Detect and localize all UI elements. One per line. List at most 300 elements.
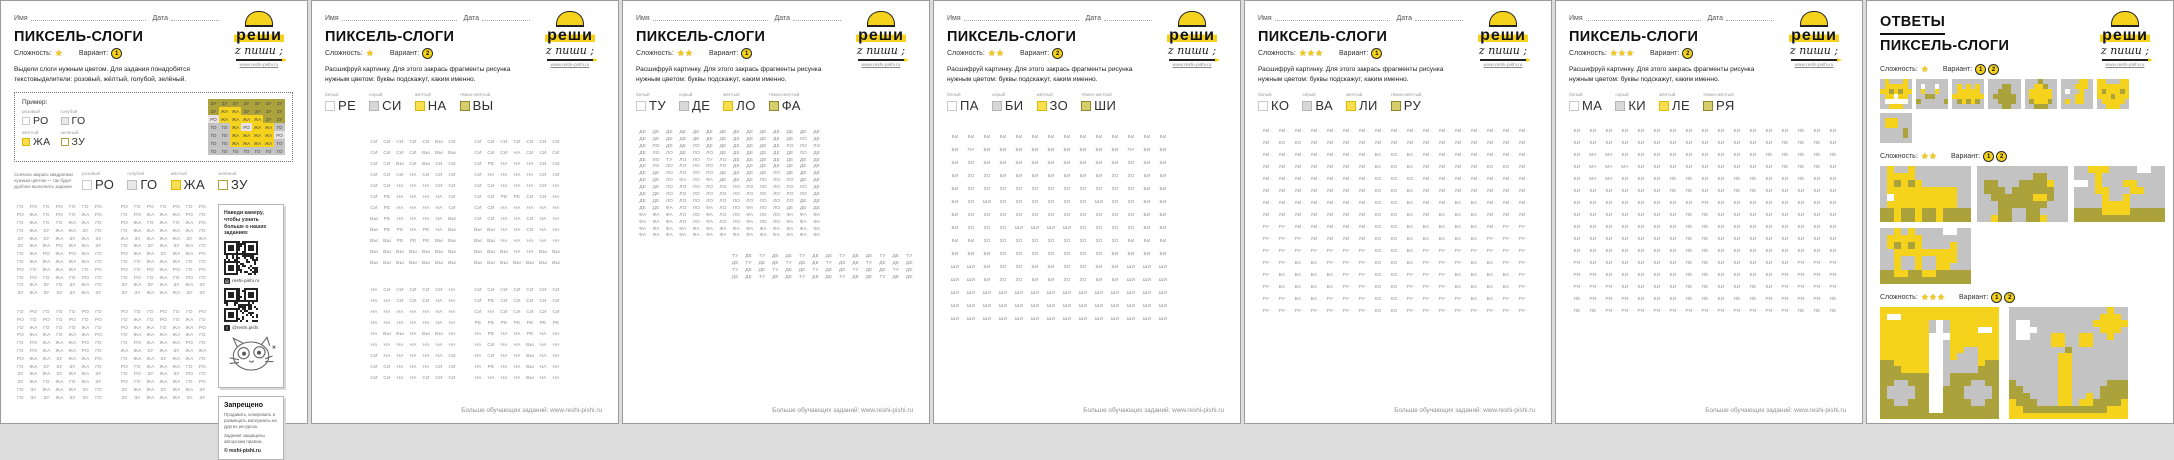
star-icon: ★ (1920, 64, 1929, 74)
legend-item (1037, 92, 1069, 113)
legend-color-checkbox[interactable] (1258, 101, 1268, 111)
legend-color-checkbox[interactable] (1346, 101, 1356, 111)
legend-item (1258, 92, 1289, 113)
logo-url[interactable]: www.reshi-pishi.ru (1794, 63, 1834, 68)
name-field-line[interactable] (31, 13, 147, 21)
name-field-line[interactable] (964, 13, 1080, 21)
variant-label: Вариант: (1942, 66, 1973, 73)
legend-color-name: жёлтый (723, 92, 740, 98)
pencil-icon (547, 59, 593, 61)
legend-color-name: серый (1615, 92, 1629, 98)
legend-item (1302, 92, 1333, 113)
color-legend (1569, 92, 1849, 113)
logo-dome-icon (1489, 11, 1517, 27)
legend-item (1346, 92, 1378, 113)
logo-dome-icon (1178, 11, 1206, 27)
color-legend (1258, 92, 1538, 113)
instruction-text: Расшифруй картинку. Для этого закрась фрагменты рисунка нужным цветом: буквы подскажут, каким именно. (325, 66, 511, 83)
legend-color-checkbox[interactable] (369, 101, 379, 111)
legend-color-checkbox[interactable] (947, 101, 957, 111)
variant-number-badge: 1 (1975, 64, 1986, 75)
legend-syllable: КО (1271, 98, 1290, 114)
legend-syllable: ВА (1315, 98, 1334, 114)
logo-subtitle: z пиши ; (1167, 44, 1217, 57)
syllable-grid[interactable]: НА СИ СИ СИ СИ СИ НА НА НА СИ СИ СИ НА НА НА НА НА НА НА НА НА НА НА НА НА НА НА НА НА ВЫ ВЫ НА ВЫ ВЫ НА НА НА НА НА НА НА НА СИ НА НА НА НА НА СИ СИ СИ НА НА НА СИ СИ СИ СИ НА НА СИ СИ СИ (370, 288, 456, 382)
star-icon: ★ (365, 48, 374, 58)
syllable-grid[interactable]: РО ГО ГО РО ГО ГО РО ГО ЖА ГО РО ГО ЖА ГО РО ЖА ЖА ГО ЖА ЖА РО ГО ЖА ЖА ЖА ЖА ЖА ГО ГО РО ЖА ЖА ЖА РО ГО ЖА ЖА ЗУ ЖА ЗУ ЖА ЖА ГО ЖА ЖА ЗУ ЖА ЖА ГО РО ГО ЖА ЖА ЖА ГО РО ГО РО ЗУ ЖА ЗУ РО ГО РО ГО ЖА ЖА ЖА ГО РО ЗУ ЖА ЖА ЗУ ЖА ЖА ЗУ ЗУ ЗУ ЖА ЖА ЖА ЗУ ЗУ (120, 310, 207, 401)
variant-badge (1682, 48, 1693, 59)
worksheet-body (14, 204, 294, 460)
instruction-text: Расшифруй картинку. Для этого закрась фрагменты рисунка нужным цветом: буквы подскажут, каким именно. (1258, 66, 1444, 83)
legend-color-name: серый (679, 92, 693, 98)
legend-color-checkbox[interactable] (171, 180, 181, 190)
legend-color-name: голубой (127, 171, 145, 177)
variant-number-badge: 1 (1983, 151, 1994, 162)
instruction-text: Расшифруй картинку. Для этого закрась фрагменты рисунка нужным цветом: буквы подскажут, каким именно. (636, 66, 822, 83)
logo-subtitle: z пиши ; (545, 44, 595, 57)
legend-color-checkbox[interactable] (1659, 101, 1669, 111)
legend-color-checkbox[interactable] (1703, 101, 1713, 111)
legend-color-name: белый (636, 92, 650, 98)
legend-item (61, 130, 86, 148)
legend-color-checkbox[interactable] (723, 101, 733, 111)
legend-syllable: ЖА (33, 136, 51, 149)
date-field-line[interactable] (1726, 13, 1774, 21)
worksheet-page-2 (311, 0, 619, 424)
legend-syllable: ШИ (1094, 98, 1117, 114)
social-handle[interactable]: @reshi.pishi (232, 325, 259, 331)
footer-link[interactable]: Больше обучающих заданий: www.reshi-pishi.ru (1083, 407, 1224, 414)
color-legend (636, 92, 916, 113)
difficulty-label: Сложность: (1880, 153, 1918, 160)
legend-syllable: РЕ (338, 98, 357, 114)
instruction-text: Расшифруй картинку. Для этого закрась фрагменты рисунка нужным цветом: буквы подскажут, каким именно. (947, 66, 1133, 83)
pencil-icon (236, 59, 282, 61)
forbidden-footer: © reshi-pishi.ru (224, 447, 261, 454)
globe-icon: @ (224, 278, 230, 284)
answer-image (2061, 79, 2093, 109)
social-handle-row (224, 278, 278, 284)
difficulty-stars (1299, 49, 1323, 58)
legend-item (415, 92, 447, 113)
name-label: Имя (1258, 15, 1272, 22)
answer-image (1880, 113, 1912, 143)
cat-doodle (224, 335, 280, 377)
variant-badge (741, 48, 752, 59)
difficulty-stars (366, 49, 374, 58)
legend-item (127, 171, 157, 192)
date-label: Дата (774, 15, 790, 22)
variant-number-badge: 1 (1991, 292, 2002, 303)
legend-row (14, 169, 294, 198)
logo-subtitle: z пиши ; (234, 44, 284, 57)
legend-syllable: ЛЕ (1672, 98, 1691, 114)
star-icon: ★ (684, 48, 693, 58)
legend-item (325, 92, 356, 113)
name-field-line[interactable] (1586, 13, 1702, 21)
legend-item (22, 130, 51, 148)
logo-url[interactable]: www.reshi-pishi.ru (239, 63, 279, 68)
syllable-grid[interactable]: БИ БИ БИ БИ БИ БИ БИ БИ БИ БИ БИ БИ БИ БИ БИ ПА БИ БИ БИ БИ БИ БИ БИ БИ БИ ПА БИ БИ БИ ЗО БИ БИ БИ БИ БИ БИ БИ БИ БИ ЗО БИ БИ БИ ЗО ЗО БИ БИ БИ БИ БИ БИ БИ ЗО ЗО БИ БИ БИ ЗО ЗО ЗО ЗО ЗО ЗО ЗО ЗО ЗО ЗО ЗО БИ БИ БИ ЗО ШИ ЗО ЗО ЗО ЗО ЗО ЗО ШИ ЗО ЗО БИ БИ БИ ЗО ЗО ЗО ЗО ЗО ЗО ЗО ЗО ЗО ЗО ЗО БИ БИ БИ ЗО ЗО ЗО ШИ ШИ ШИ ШИ ЗО ЗО ЗО ЗО БИ БИ БИ БИ ЗО ЗО ЗО ЗО ЗО ЗО ЗО ЗО ЗО БИ БИ БИ БИ БИ БИ ЗО ЗО ЗО ЗО ЗО ЗО ЗО БИ БИ БИ БИ ШИ ШИ БИ ЗО ЗО БИ БИ ЗО ЗО БИ БИ ШИ ШИ ШИ ШИ ШИ БИ ЗО ЗО БИ БИ ЗО ЗО БИ БИ ШИ ШИ ШИ ШИ ШИ ШИ ШИ ШИ ШИ ШИ ШИ ШИ ШИ ШИ ШИ ШИ ШИ ШИ ШИ ШИ ШИ ШИ ШИ ШИ ШИ ШИ ШИ ШИ ШИ ШИ ШИ ШИ ШИ ШИ ШИ ШИ ШИ ШИ ШИ ШИ ШИ ШИ ШИ ШИ ШИ (950, 135, 1168, 323)
variant-badge (1052, 48, 1063, 59)
syllable-grid[interactable]: ДЕ ДЕ ДЕ ДЕ ДЕ ДЕ ДЕ ДЕ ДЕ ДЕ ДЕ ДЕ ДЕ ДЕ ДЕ ДЕ ДЕ ДЕ ДЕ ДЕ ДЕ ДЕ ДЕ ДЕ ДЕ ДЕ ЛО ДЕ ДЕ ЛО ДЕ ДЕ ЛО ДЕ ДЕ ДЕ ДЕ ДЕ ДЕ ЛО ЛО ЛО ДЕ ЛО ЛО ДЕ ЛО ЛО ДЕ ДЕ ДЕ ДЕ ДЕ ДЕ ЛО ДЕ ДЕ ЛО ТУ ЛО ЛО ТУ ЛО ДЕ ДЕ ДЕ ДЕ ДЕ ДЕ ДЕ ДЕ ЛО ЛО ЛО ЛО ЛО ЛО ДЕ ДЕ ДЕ ДЕ ДЕ ДЕ ДЕ ДЕ ДЕ ЛО ЛО ЛО ЛО ДЕ ДЕ ДЕ ДЕ ЛО ДЕ ДЕ ДЕ ДЕ ДЕ ЛО ФА ЛО ФА ДЕ ДЕ ДЕ ЛО ЛО ЛО ДЕ ДЕ ДЕ ДЕ ЛО ЛО ЛО ЛО ЛО ЛО ЛО ЛО ЛО ЛО ЛО ДЕ ДЕ ДЕ ЛО ЛО ЛО ЛО ЛО ЛО ЛО ЛО ЛО ЛО ЛО ДЕ ДЕ ДЕ ЛО ЛО ЛО ЛО ЛО ЛО ЛО ЛО ЛО ЛО ДЕ ДЕ ДЕ ДЕ ФА ЛО ЛО ФА ЛО ЛО ФА ЛО ЛО ДЕ ДЕ ДЕ ФА ФА ФА ЛО ЛО ФА ЛО ЛО ФА ЛО ЛО ФА ФА ФА ФА ФА ФА ЛО ЛО ФА ЛО ЛО ФА ЛО ЛО ФА ФА ФА ФА ФА ФА ФА ФА ФА ФА ФА ФА ФА ФА ФА ФА ФА ФА ФА ФА ФА ФА ФА ФА ФА ФА ФА ФА ФА ФА ФА (639, 130, 821, 239)
logo-url[interactable]: www.reshi-pishi.ru (550, 63, 590, 68)
legend-item (171, 171, 205, 192)
social-handle-row (224, 325, 278, 331)
legend-color-name: зелёный (60, 130, 79, 136)
qr-box (218, 204, 284, 388)
star-icon: ★ (1928, 292, 1937, 302)
legend-syllable: ЗУ (231, 177, 248, 193)
facebook-icon: f (224, 325, 230, 331)
difficulty-label: Сложность: (1880, 66, 1918, 73)
legend-item (723, 92, 755, 113)
legend-color-checkbox[interactable] (1569, 101, 1579, 111)
logo-url[interactable]: www.reshi-pishi.ru (2105, 63, 2145, 68)
star-icon: ★ (987, 48, 996, 58)
legend-item (679, 92, 710, 113)
syllable-grid[interactable]: РО ГО РО ГО РО ГО РО ГО РО ЖА ЖА ЖА РО ГО РО ЖА ГО ЖА ГО ЖА РО ГО ЖА ЖА ЖА ЖА ЖА ГО ЖА ЗУ ЖА ЖА ЖА ЗУ ЖА ГО ЖА ЗУ ЖА ЗУ ЖА ГО РО ЖА ЖА ЗУ ЖА ЖА РО ГО ГО ЖА ЖА ЖА ГО ГО РО ГО РО ЖА РО ГО РО ГО РО ГО ЖА ГО РО ГО ЗУ ЖА ЗУ ЖА ЗУ ЖА ЗУ ЗУ ЗУ ЖА ЖА ЖА ЗУ ЗУ (120, 205, 207, 297)
difficulty-stars (1921, 65, 1929, 74)
difficulty-label: Сложность: (1880, 294, 1918, 301)
logo-dome-icon (1800, 11, 1828, 27)
example-label: Пример: (22, 99, 48, 107)
pencil-icon (858, 59, 904, 61)
legend-color-checkbox[interactable] (992, 101, 1002, 111)
legend-color-checkbox[interactable] (769, 101, 779, 111)
legend-color-name: жёлтый (1036, 92, 1053, 98)
syllable-grid[interactable]: ГО РО ГО РО ГО ГО РО РО ЖА ГО РО ГО ЖА РО ГО ЖА ГО ГО ЖА ЖА ГО ГО ЖА ЗУ ЖА ЖА ЗУ ГО ЗУ ЖА ЗУ ЖА ЗУ ЖА ЗУ ЗУ ЖА ЖА РО ЖА ЖА ЗУ ГО ЖА РО ЖА РО ЖА ГО ГО ЖА ЖА ЖА ЖА ЖА ГО РО ГО ЖА ЖА ЖА ГО РО ГО РО ГО ЖА ГО РО ГО ГО ЖА ЗУ ГО ЗУ ЖА ГО ЗУ ЖА ЗУ ЗУ ЗУ ЖА ЗУ (16, 205, 103, 297)
variant-badges (1975, 64, 1999, 75)
answers-section-label (1880, 151, 2160, 162)
reshi-pishi-logo (1778, 11, 1850, 68)
legend-syllable: ЖА (183, 177, 206, 193)
legend-color-checkbox[interactable] (1302, 101, 1312, 111)
variant-number-badge: 1 (1371, 48, 1382, 59)
legend-color-checkbox[interactable] (325, 101, 335, 111)
syllable-grid[interactable]: СИ СИ СИ СИ СИ СИ СИ СИ РЕ СИ СИ СИ СИ СИ СИ НА СИ СИ СИ СИ СИ РЕ РЕ РЕ РЕ РЕ РЕ РЕ НА РЕ НА НА РЕ НА НА НА СИ НА НА ВЫ НА НА НА СИ НА НА ВЫ НА НА НА РЕ НА НА ВЫ НА НА НА НА НА НА ВЫ НА НА (474, 288, 560, 382)
legend-color-checkbox[interactable] (1391, 101, 1401, 111)
page-title: ПИКСЕЛЬ-СЛОГИ (1569, 29, 1699, 45)
reshi-pishi-logo (534, 11, 606, 68)
date-label: Дата (1085, 15, 1101, 22)
legend-color-name: голубой (60, 109, 78, 115)
star-icon: ★ (1617, 48, 1626, 58)
answer-image (1880, 307, 1999, 419)
legend-syllable: ПА (960, 98, 979, 114)
date-field-line[interactable] (482, 13, 530, 21)
legend-syllable: ЛО (736, 98, 756, 114)
syllable-grid[interactable]: СИ СИ СИ СИ СИ СИ СИ СИ СИ СИ НА СИ СИ СИ СИ РЕ НА НА НА СИ СИ СИ НА НА НА НА СИ СИ СИ СИ НА НА НА СИ НА СИ СИ РЕ РЕ СИ СИ НА СИ СИ НА НА НА НА НА СИ СИ НА НА СИ НА НА ВЫ ВЫ НА НА СИ НА НА ВЫ ВЫ НА НА НА НА НА ВЫ ВЫ ВЫ НА НА ВЫ ВЫ ВЫ ВЫ ВЫ ВЫ ВЫ ВЫ ВЫ (474, 140, 560, 267)
legend-item (1391, 92, 1422, 113)
legend-syllable: ГО (140, 177, 158, 193)
info-sidebar (218, 204, 284, 460)
legend-color-checkbox[interactable] (1081, 101, 1091, 111)
pencil-icon (1169, 59, 1215, 61)
logo-title: реши (2102, 27, 2148, 44)
logo-url[interactable]: www.reshi-pishi.ru (1172, 63, 1212, 68)
legend-color-name: жёлтый (1346, 92, 1363, 98)
syllable-grid[interactable]: ГО РО ГО ГО ГО РО ГО РО ГО РО ГО РО ГО РО ГО ЖА ГО ГО ГО ЖА ГО РО ЖА ЖА ГО ЖА ЖА РО ГО РО ЖА ЖА ЖА РО ГО ГО РО ЖА ЖА ЖА РО ГО РО ЖА ЖА ЗУ ЖА ЖА РО ГО ЖА ЗУ ЗУ ЗУ ЖА ГО ЗУ ЖА ЖА ЗУ ЖА ЖА ЗУ ЗУ ЖА ГО ЖА ГО ЖА ЗУ ГО ЗУ ЖА ЖА ЖА ЗУ ГО ГО ЗУ ЗУ ЖА ЗУ ЗУ ГО (16, 310, 103, 401)
date-field-line[interactable] (171, 13, 219, 21)
answer-image (1988, 79, 2020, 109)
legend-syllable: ТУ (649, 98, 666, 114)
footer-link[interactable]: Больше обучающих заданий: www.reshi-pishi.ru (1394, 407, 1535, 414)
legend-color-name: белый (947, 92, 961, 98)
legend-item (218, 171, 248, 192)
answers-images-row (1880, 307, 2160, 419)
legend-item (947, 92, 979, 113)
legend-color-name: жёлтый (1659, 92, 1676, 98)
name-field-line[interactable] (342, 13, 458, 21)
answer-image (2097, 79, 2129, 109)
legend-color-name: жёлтый (414, 92, 431, 98)
footer-link[interactable]: Больше обучающих заданий: www.reshi-pishi.ru (772, 407, 913, 414)
name-field-line[interactable] (1275, 13, 1391, 21)
legend-item (1569, 92, 1602, 113)
forbidden-box (218, 396, 284, 460)
legend-color-name: тёмно-жёлтый (1390, 92, 1422, 98)
star-icon: ★ (1314, 48, 1324, 58)
name-label: Имя (947, 15, 961, 22)
difficulty-stars (55, 49, 63, 58)
star-icon: ★ (1298, 48, 1307, 58)
legend-color-name: серый (991, 92, 1006, 98)
legend-note: Сначала закрась квадратики нужным цветом — так будет удобнее выполнять задание (14, 172, 73, 189)
answers-section-label (1880, 292, 2160, 303)
logo-subtitle: z пиши ; (2100, 44, 2150, 57)
variant-badge (422, 48, 433, 59)
legend-color-name: жёлтый (22, 130, 39, 136)
legend-color-checkbox[interactable] (22, 138, 30, 146)
legend-syllable: РО (33, 115, 49, 128)
legend-syllable: БИ (1004, 98, 1024, 114)
pencil-icon (2102, 59, 2148, 61)
difficulty-label: Сложность: (1569, 50, 1607, 57)
syllable-grid[interactable]: СИ СИ СИ СИ СИ ВЫ СИ СИ СИ СИ СИ ВЫ ВЫ ВЫ СИ СИ ВЫ СИ ВЫ СИ СИ СИ СИ СИ НА СИ СИ СИ СИ СИ НА НА НА СИ СИ СИ РЕ НА НА НА НА СИ СИ РЕ НА НА НА НА СИ ВЫ РЕ НА НА НА НА ВЫ ВЫ РЕ РЕ НА РЕ НА ВЫ ВЫ ВЫ РЕ РЕ РЕ ВЫ ВЫ ВЫ ВЫ ВЫ ВЫ ВЫ ВЫ ВЫ ВЫ ВЫ ВЫ ВЫ ВЫ ВЫ ВЫ (370, 140, 456, 267)
page-title: ПИКСЕЛЬ-СЛОГИ (325, 29, 455, 45)
date-label: Дата (1396, 15, 1412, 22)
legend-color-checkbox[interactable] (1615, 101, 1625, 111)
worksheet-page-6 (1555, 0, 1863, 424)
variant-label: Вариант: (1339, 50, 1369, 57)
variant-label: Вариант: (1950, 153, 1981, 160)
variant-number-badge: 1 (111, 48, 122, 59)
worksheet-page-5 (1244, 0, 1552, 424)
date-field-line[interactable] (1104, 13, 1152, 21)
example-grid: ЗУ ЗУ ЗУ ЗУ ЗУ ЗУ ЗУ ЗУ ЖА ЖА ЗУ ЗУ ЗУ ЗУ РО ЖА ЖА ЖА ЖА ЗУ ЗУ ГО ГО ЖА РО ЖА ЖА ГО ГО ГО ЖА ЖА ЖА ЖА РО ГО ГО ЖА ЖА ЖА ЖА ГО ГО ГО ГО ГО ГО ГО ГО (208, 99, 285, 155)
legend-color-checkbox[interactable] (1037, 101, 1047, 111)
forbidden-text: Продавать, копировать и размещать материалы на других ресурсах. (224, 412, 277, 430)
legend-syllable: РУ (1403, 98, 1422, 114)
date-label: Дата (1707, 15, 1723, 22)
legend-syllable: КИ (1628, 98, 1647, 114)
example-box (14, 92, 293, 162)
legend-color-name: серый (1302, 92, 1316, 98)
answers-images-row (1880, 166, 2172, 284)
legend-color-checkbox[interactable] (82, 180, 92, 190)
date-field-line[interactable] (793, 13, 841, 21)
answer-image (2009, 307, 2128, 419)
reshi-pishi-logo (2089, 11, 2161, 68)
reshi-pishi-logo (1156, 11, 1228, 68)
logo-url[interactable]: www.reshi-pishi.ru (1483, 63, 1523, 68)
page-title: ПИКСЕЛЬ-СЛОГИ (636, 29, 766, 45)
legend-color-name: белый (1258, 92, 1272, 98)
name-date-bar (14, 13, 219, 22)
difficulty-stars (1921, 293, 1945, 302)
syllable-grid[interactable]: ТУ ДЕ ТУ ДЕ ДЕ ТУ ДЕ ДЕ ТУ ДЕ ДЕ ТУ ДЕ ТУ ДЕ ТУ ДЕ ДЕ ТУ ДЕ ДЕ ТУ ДЕ ДЕ ТУ ДЕ ДЕ ДЕ ТУ ДЕ ДЕ ТУ ДЕ ДЕ ТУ ДЕ ДЕ ТУ ДЕ ДЕ ТУ ДЕ ДЕ ДЕ ТУ ДЕ ДЕ ТУ ДЕ ДЕ ТУ ДЕ ДЕ ТУ ДЕ ДЕ (731, 254, 913, 280)
legend-item (992, 92, 1024, 113)
legend-syllable: ЗУ (71, 136, 86, 149)
answers-title: ОТВЕТЫ (1880, 14, 1945, 35)
footer-link[interactable]: Больше обучающих заданий: www.reshi-pishi.ru (461, 407, 602, 414)
legend-syllable: ГО (71, 115, 86, 128)
qr-caption: Наведи камеру, чтобы узнать больше о наших заданиях (224, 210, 267, 237)
difficulty-label: Сложность: (636, 50, 674, 57)
logo-title: реши (1480, 27, 1526, 44)
legend-item (22, 109, 51, 127)
difficulty-stars (677, 49, 693, 58)
date-field-line[interactable] (1415, 13, 1463, 21)
legend-color-name: белый (325, 92, 339, 98)
answer-image (1880, 79, 1912, 109)
forbidden-text: Задания защищены авторским правом. (224, 432, 265, 444)
difficulty-stars (1610, 49, 1634, 58)
variant-number-badge: 2 (1682, 48, 1693, 59)
legend-color-name: серый (369, 92, 383, 98)
legend-color-checkbox[interactable] (679, 101, 689, 111)
legend-color-name: тёмно-жёлтый (1081, 92, 1112, 98)
syllable-grid[interactable]: ЛИ ЛИ ЛИ ЛИ ЛИ ЛИ ЛИ ЛИ ЛИ ЛИ ЛИ ЛИ ЛИ ЛИ ЛИ ЛИ ЛИ ЛИ КО КО ЛИ ЛИ ЛИ ЛИ ЛИ ЛИ ЛИ ЛИ ЛИ ЛИ ЛИ ЛИ ЛИ ЛИ ЛИ ЛИ ЛИ ЛИ ЛИ ЛИ ЛИ ВА КО ВА ЛИ ЛИ ЛИ ЛИ ЛИ ЛИ ЛИ ЛИ ЛИ ЛИ ЛИ ЛИ ЛИ ЛИ ВА КО ВА ЛИ ЛИ ЛИ ЛИ КО КО ЛИ ЛИ ЛИ ЛИ ЛИ ЛИ ЛИ ЛИ КО КО КО ЛИ ЛИ ЛИ ЛИ ЛИ ЛИ ЛИ ЛИ ЛИ ЛИ ЛИ ЛИ ЛИ ЛИ КО КО ВА ЛИ ЛИ ЛИ ЛИ ЛИ ЛИ ЛИ ЛИ ЛИ ЛИ ЛИ ЛИ ЛИ ЛИ КО КО ВА ЛИ ЛИ ВА ВА ЛИ ЛИ ЛИ ЛИ ЛИ ЛИ ЛИ ЛИ ЛИ ЛИ КО КО ВА ЛИ ВА ВА ВА ЛИ ЛИ ЛИ РУ РУ ЛИ ЛИ ЛИ ЛИ ЛИ КО КО ВА ВА ВА ВА ВА ЛИ РУ РУ РУ РУ РУ ЛИ ЛИ ЛИ ЛИ КО КО ВА ВА ВА ВА ВА РУ РУ РУ РУ РУ РУ РУ РУ РУ РУ КО КО ВА РУ РУ РУ РУ РУ РУ РУ РУ РУ ВА ВА РУ РУ РУ КО КО ВА РУ РУ РУ ВА ВА РУ РУ РУ ВА ВА ВА ВА РУ РУ КО КО РУ РУ РУ ВА ВА ВА ВА РУ РУ ВА ВА ВА ВА РУ РУ КО КО РУ РУ РУ ВА ВА ВА ВА РУ РУ РУ ВА ВА РУ РУ РУ КО КО РУ РУ РУ РУ ВА ВА РУ РУ РУ РУ РУ РУ РУ РУ РУ КО КО РУ РУ РУ РУ РУ РУ РУ РУ (1262, 128, 1526, 314)
legend-color-checkbox[interactable] (218, 180, 228, 190)
logo-title: реши (1169, 27, 1215, 44)
legend-syllable: ВЫ (472, 98, 494, 114)
logo-dome-icon (867, 11, 895, 27)
variant-badge (111, 48, 122, 59)
variant-number-badge: 1 (741, 48, 752, 59)
name-label: Имя (14, 15, 28, 22)
logo-url[interactable]: www.reshi-pishi.ru (861, 63, 901, 68)
legend-item (1659, 92, 1690, 113)
reshi-pishi-logo (223, 11, 295, 68)
worksheet-page-4 (933, 0, 1241, 424)
example-legend (22, 109, 86, 148)
variant-number-badge: 2 (1996, 151, 2007, 162)
page-title: ПИКСЕЛЬ-СЛОГИ (14, 29, 144, 45)
answer-image (1880, 228, 1971, 284)
instruction-text: Расшифруй картинку. Для этого закрась фрагменты рисунка нужным цветом: буквы подскажут, каким именно. (1569, 66, 1755, 83)
legend-color-checkbox[interactable] (61, 138, 69, 146)
legend-item (460, 92, 494, 113)
page-title: ПИКСЕЛЬ-СЛОГИ (947, 29, 1077, 45)
variant-label: Вариант: (389, 50, 420, 57)
star-icon: ★ (1625, 48, 1635, 58)
logo-title: реши (858, 27, 904, 44)
difficulty-stars (988, 49, 1004, 58)
syllable-grid[interactable]: КИ КИ КИ КИ КИ КИ КИ КИ КИ КИ КИ КИ КИ КИ ЛЕ КИ КИ КИ КИ КИ КИ КИ КИ КИ КИ КИ КИ КИ КИ КИ ЛЕ ЛЕ ЛЕ КИ КИ МА МА КИ КИ КИ КИ КИ КИ КИ КИ КИ ЛЕ ЛЕ ЛЕ ЛЕ ЛЕ КИ МА МА МА КИ КИ КИ КИ КИ КИ КИ КИ КИ ЛЕ ЛЕ ЛЕ КИ КИ МА МА КИ КИ КИ ЛЕ ЛЕ КИ КИ ЛЕ ЛЕ КИ КИ ЛЕ КИ КИ КИ КИ КИ КИ КИ КИ ЛЕ ЛЕ КИ КИ ЛЕ ЛЕ КИ КИ КИ КИ КИ КИ КИ КИ КИ КИ КИ КИ КИ РЯ КИ КИ КИ КИ КИ КИ КИ КИ КИ КИ КИ КИ КИ КИ КИ ЛЕ ЛЕ КИ КИ КИ КИ КИ КИ КИ КИ КИ КИ КИ КИ КИ КИ КИ ЛЕ ЛЕ КИ КИ КИ КИ КИ КИ КИ КИ КИ КИ КИ КИ КИ КИ КИ ЛЕ ЛЕ КИ КИ КИ КИ КИ КИ КИ КИ КИ КИ КИ КИ КИ КИ КИ ЛЕ ЛЕ КИ КИ КИ КИ КИ КИ КИ КИ РЯ КИ КИ КИ КИ КИ КИ ЛЕ ЛЕ КИ КИ КИ КИ КИ РЯ РЯ РЯ РЯ РЯ КИ КИ КИ КИ КИ ЛЕ ЛЕ КИ КИ КИ КИ РЯ РЯ РЯ РЯ РЯ РЯ РЯ КИ КИ КИ КИ ЛЕ ЛЕ КИ КИ ЛЕ КИ РЯ РЯ РЯ РЯ ЛЕ РЯ РЯ РЯ КИ КИ КИ ЛЕ ЛЕ КИ ЛЕ ЛЕ РЯ РЯ РЯ РЯ ЛЕ ЛЕ ЛЕ РЯ РЯ РЯ РЯ РЯ РЯ РЯ РЯ РЯ РЯ РЯ РЯ ЛЕ ЛЕ ЛЕ (1573, 128, 1837, 314)
answer-image (1880, 166, 1971, 222)
legend-syllable: СИ (382, 98, 402, 114)
legend-color-checkbox[interactable] (61, 117, 69, 125)
legend-syllable: РЯ (1716, 98, 1735, 114)
variant-number-badge: 2 (2004, 292, 2015, 303)
difficulty-label: Сложность: (325, 50, 363, 57)
answers-images-row (1880, 79, 2160, 143)
logo-title: реши (236, 27, 282, 44)
legend-item (769, 92, 801, 113)
legend-color-checkbox[interactable] (415, 101, 425, 111)
social-handle[interactable]: reshi-pishi.ru (232, 278, 260, 284)
difficulty-label: Сложность: (14, 50, 52, 57)
difficulty-stars (1921, 152, 1937, 161)
legend-color-name: розовый (22, 109, 40, 115)
pencil-icon (1791, 59, 1837, 61)
legend-color-checkbox[interactable] (22, 117, 30, 125)
logo-dome-icon (556, 11, 584, 27)
variant-badges (1991, 292, 2015, 303)
answer-image (1916, 79, 1948, 109)
qr-code (224, 241, 278, 275)
reshi-pishi-logo (845, 11, 917, 68)
answer-image (1977, 166, 2068, 222)
legend-syllable: НА (427, 98, 447, 114)
answer-image (1952, 79, 1984, 109)
variant-badge (1371, 48, 1382, 59)
legend-color-checkbox[interactable] (460, 101, 470, 111)
answers-subtitle: ПИКСЕЛЬ-СЛОГИ (1880, 38, 2010, 54)
legend-color-name: белый (1569, 92, 1583, 98)
difficulty-label: Сложность: (947, 50, 985, 57)
page-title: ПИКСЕЛЬ-СЛОГИ (1258, 29, 1388, 45)
worksheet-page-1 (0, 0, 308, 454)
color-legend (82, 171, 248, 192)
variant-badges (1983, 151, 2007, 162)
logo-dome-icon (2111, 11, 2139, 27)
variant-number-badge: 2 (1988, 64, 1999, 75)
star-icon: ★ (1920, 292, 1929, 302)
variant-label: Вариант: (1019, 50, 1050, 57)
reshi-pishi-logo (1467, 11, 1539, 68)
footer-link[interactable]: Больше обучающих заданий: www.reshi-pishi.ru (1705, 407, 1846, 414)
legend-syllable: МА (1582, 98, 1603, 114)
instruction-text: Выдели слоги нужным цветом. Для задания понадобятся текстовыделители: розовый, жёлтый, голубой, зелёный. (14, 66, 190, 83)
star-icon: ★ (1936, 292, 1946, 302)
date-label: Дата (152, 15, 168, 22)
name-label: Имя (325, 15, 339, 22)
logo-dome-icon (245, 11, 273, 27)
variant-label: Вариант: (1650, 50, 1680, 57)
legend-color-checkbox[interactable] (127, 180, 137, 190)
logo-subtitle: z пиши ; (1789, 44, 1839, 57)
legend-item (369, 92, 402, 113)
variant-label: Вариант: (708, 50, 739, 57)
pencil-icon (1480, 59, 1526, 61)
answer-image (2074, 166, 2165, 222)
name-label: Имя (636, 15, 650, 22)
star-icon: ★ (1609, 48, 1618, 58)
legend-color-name: зелёный (218, 171, 237, 177)
legend-item (1703, 92, 1735, 113)
legend-color-name: розовый (82, 171, 100, 177)
logo-title: реши (1791, 27, 1837, 44)
legend-item (1615, 92, 1646, 113)
legend-color-checkbox[interactable] (636, 101, 646, 111)
date-label: Дата (463, 15, 479, 22)
color-legend (325, 92, 605, 113)
star-icon: ★ (1306, 48, 1315, 58)
name-field-line[interactable] (653, 13, 769, 21)
